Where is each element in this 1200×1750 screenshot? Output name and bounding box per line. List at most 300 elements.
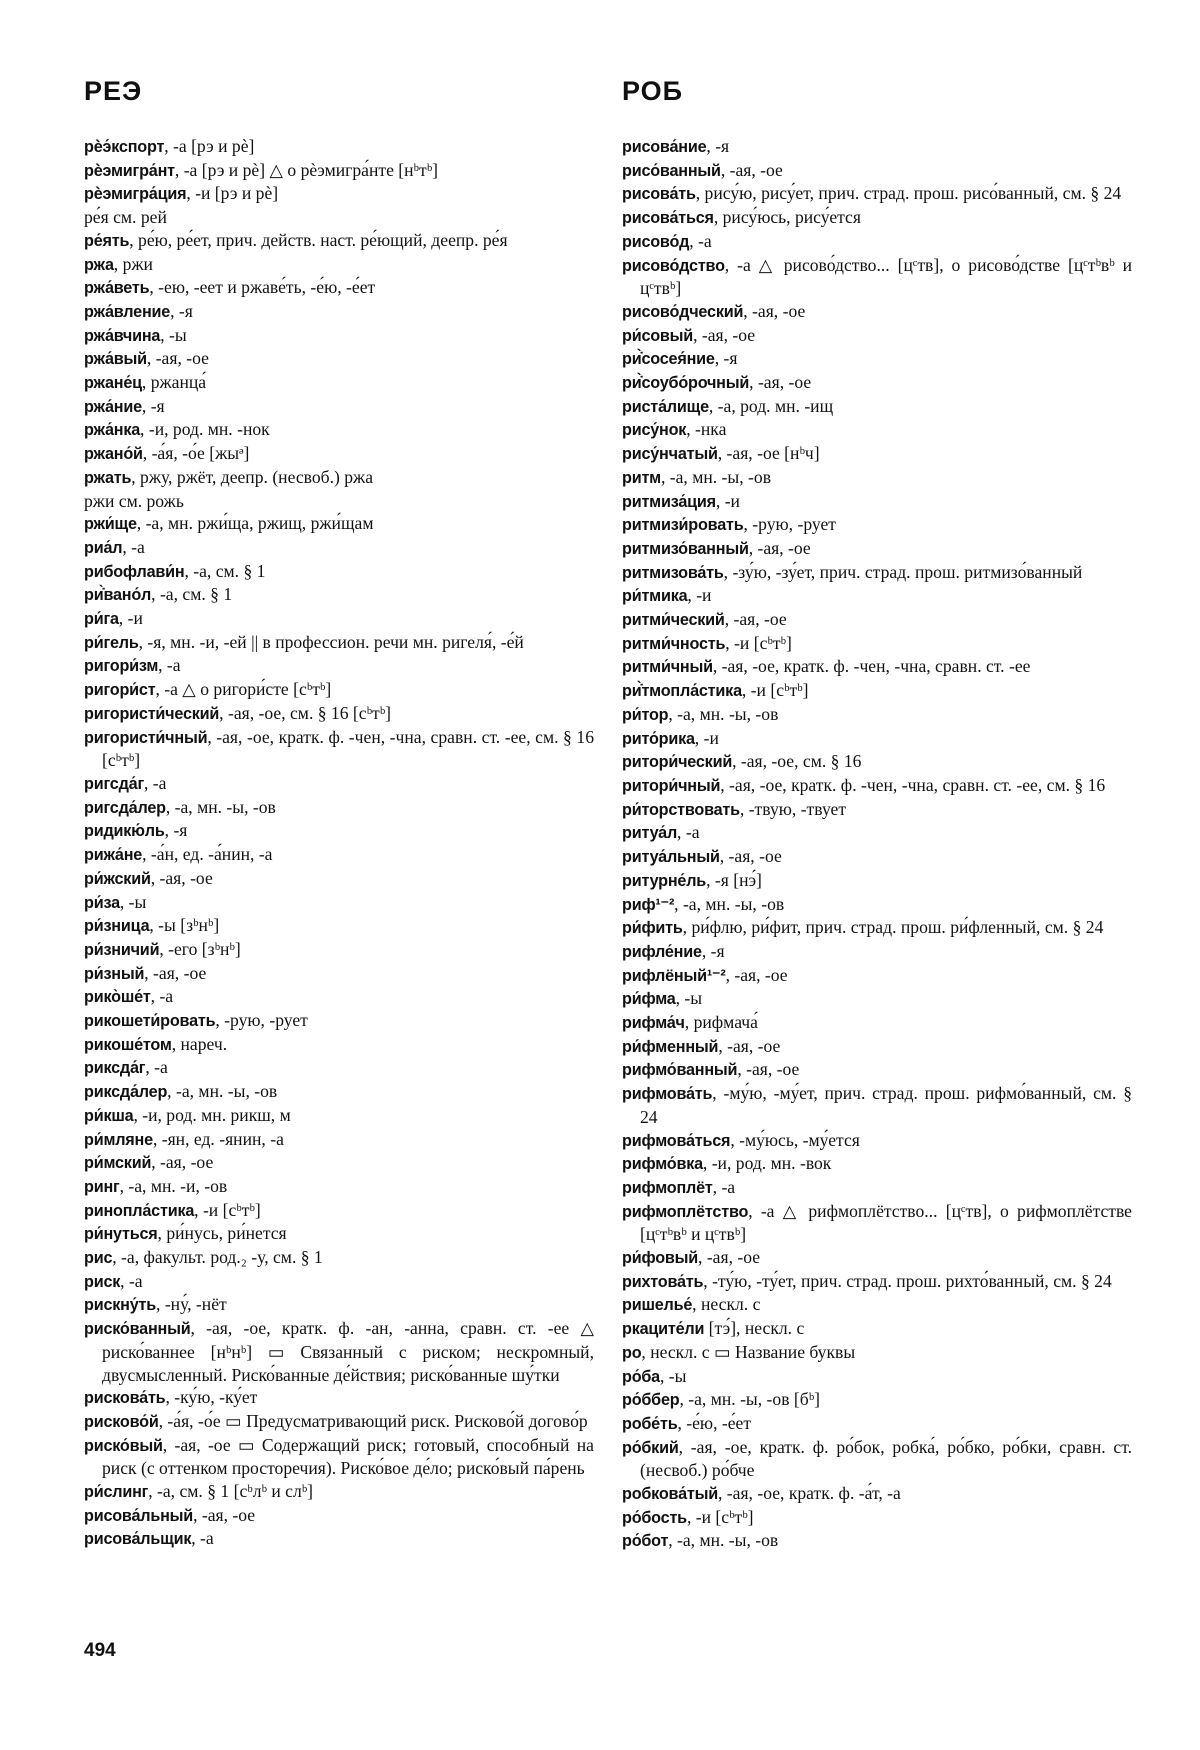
entry-body: , -ая, -ое	[193, 1504, 256, 1525]
dictionary-entry	[84, 1080, 594, 1104]
entry-body: , -ая, -ое	[718, 1035, 781, 1056]
headword: ригористи́чный	[84, 728, 208, 747]
dictionary-entry	[622, 371, 1132, 395]
headword: рифле́ние	[622, 942, 702, 961]
entry-body: , нескл. с	[692, 1294, 761, 1315]
entry-body: , -а, мн. ржи́ща, ржищ, ржи́щам	[136, 513, 374, 534]
headword: ритурне́ль	[622, 871, 707, 890]
headword: ригори́ст	[84, 681, 156, 700]
headword: рискова́ть	[84, 1389, 166, 1408]
entry-body: , -ая, -ое, кратк. ф. -чен, -чна, сравн. ст. -ее	[712, 656, 1031, 677]
entry-body: , -ая, -ое	[725, 964, 788, 985]
headword: ржа́вление	[84, 302, 171, 321]
headword: ри́торствовать	[622, 800, 740, 819]
entry-body: , ржанца́	[141, 372, 207, 393]
headword: рисова́ть	[622, 185, 696, 204]
dictionary-entry	[84, 1504, 594, 1528]
dictionary-entry	[84, 371, 594, 395]
dictionary-entry	[84, 819, 594, 843]
dictionary-entry	[622, 395, 1132, 419]
entry-body: , -и [рэ и рѐ]	[186, 183, 279, 204]
headword: ритми́чность	[622, 634, 726, 653]
headword: риск	[84, 1272, 121, 1291]
dictionary-entry	[622, 442, 1132, 466]
entry-body: , -а, мн. -ы, -ов	[165, 796, 276, 817]
entry-body: , -и	[687, 585, 712, 606]
dictionary-entry	[84, 1434, 594, 1480]
entry-body: , -ы	[160, 324, 187, 345]
entry-body: , -а	[122, 536, 145, 557]
dictionary-entry	[622, 1412, 1132, 1436]
entry-body: , ржи	[113, 253, 153, 274]
headword: рисова́льщик	[84, 1530, 192, 1549]
headword: ржа́веть	[84, 279, 150, 298]
headword: риста́лище	[622, 397, 709, 416]
headword: ро́ббер	[622, 1391, 680, 1410]
dictionary-entry	[622, 1152, 1132, 1176]
entry-body: , -му́юсь, -му́ется	[730, 1129, 860, 1150]
dictionary-entry	[622, 324, 1132, 348]
entry-body: , -ян, ед. -янин, -а	[152, 1128, 284, 1149]
dictionary-entry	[622, 821, 1132, 845]
headword: ригори́зм	[84, 657, 159, 676]
entry-body: , -ая, -ое	[720, 159, 783, 180]
entry-body: , -а, мн. -ы, -ов	[660, 466, 771, 487]
headword: ржа́вчина	[84, 326, 161, 345]
entry-body: , -а́я, -о́е [жыᵊ]	[142, 443, 250, 464]
entry-body: , -ая, -ое, кратк. ф. ро́бок, робка́, ро́бко, ро́бки, сравн. ст. (несвоб.) ро́бче	[640, 1436, 1132, 1481]
entry-body: , -ая, -ое	[749, 372, 812, 393]
dictionary-entry	[622, 490, 1132, 514]
dictionary-entry	[622, 230, 1132, 254]
headword: рѐэмигра́нт	[84, 161, 175, 180]
headword: ритмизова́ть	[622, 563, 724, 582]
headword: ритмизо́ванный	[622, 539, 749, 558]
headword: ржа́ние	[84, 397, 142, 416]
headword: рико̀ше́т	[84, 988, 151, 1007]
headword: ришелье́	[622, 1296, 693, 1315]
dictionary-entry	[622, 632, 1132, 656]
entry-body: , -и	[694, 727, 719, 748]
entry-body: , -ы	[119, 891, 147, 912]
entry-body: , -а, мн. -ы, -ов	[674, 893, 785, 914]
entry-body: , -рую, -рует	[743, 514, 836, 535]
headword: ри́га	[84, 610, 119, 629]
dictionary-entry	[84, 1317, 594, 1386]
dictionary-column-right	[622, 135, 1132, 1553]
entry-body: , -я	[706, 136, 730, 156]
headword: риско́ванный	[84, 1320, 191, 1339]
dictionary-entry	[622, 159, 1132, 183]
headword: ри́зничий	[84, 940, 160, 959]
entry-body: , -его [зᵇнᵇ]	[159, 938, 241, 959]
entry-body: , -а	[677, 822, 700, 843]
headword: ри́фить	[622, 919, 683, 938]
dictionary-entry	[622, 182, 1132, 206]
headword: риф¹⁻²	[622, 895, 675, 914]
headword: ржане́ц	[84, 374, 142, 393]
headword: ро́бкий	[622, 1438, 679, 1457]
headword: рифлёный¹⁻²	[622, 966, 726, 985]
dictionary-entry	[84, 229, 594, 253]
dictionary-entry	[622, 608, 1132, 632]
running-head-right: РОБ	[622, 76, 684, 106]
entry-body: , -ку́ю, -ку́ет	[165, 1387, 258, 1408]
dictionary-entry	[84, 1128, 594, 1152]
headword: рисово́дческий	[622, 302, 744, 321]
entry-body: , -а́я, -о́е ▭ Предусматривающий риск. Рисково́й догово́р	[158, 1410, 588, 1431]
entry-body: , -а △ о ригори́сте [сᵇтᵇ]	[155, 679, 332, 700]
entry-body: , -ая, -ое ▭ Содержащий риск; готовый, способный на риск (с оттенком просторечия). Риско́вое де́ло; риско́вый па́рень	[102, 1434, 594, 1479]
entry-body: , -ая, -ое	[151, 1152, 214, 1173]
dictionary-entry	[84, 654, 594, 678]
headword: ринг	[84, 1177, 120, 1196]
entry-body: , -и, род. мн. -нок	[140, 419, 270, 440]
dictionary-entry	[84, 1527, 594, 1551]
running-head-left: РЕЭ	[84, 76, 143, 106]
headword: ри̇̀соубо́рочный	[622, 374, 750, 393]
dictionary-entry	[84, 276, 594, 300]
headword: ржа́вый	[84, 350, 147, 369]
dictionary-entry	[622, 347, 1132, 371]
page-number: 494	[84, 1640, 116, 1661]
entry-body: , -а	[158, 655, 181, 676]
entry-body: , -а, мн. -и, -ов	[119, 1175, 228, 1196]
headword: ри́тмика	[622, 587, 688, 606]
headword: ридикю́ль	[84, 822, 165, 841]
headword: ригсда́г	[84, 774, 144, 793]
entry-body: , -а △ рисово́дство... [цᶜтв], о рисово́дстве [цᶜтᵇвᵇ и цᶜтвᵇ]	[640, 254, 1132, 299]
entry-body: , -я	[701, 940, 725, 961]
headword: ринопла́стика	[84, 1201, 195, 1220]
entry-body: , -а	[712, 1176, 736, 1197]
dictionary-entry	[84, 300, 594, 324]
headword: рифмо́ванный	[622, 1061, 738, 1080]
dictionary-entry	[622, 1129, 1132, 1153]
entry-body: , -ая, -ое	[724, 609, 787, 630]
entry-body: , -твую, -твует	[739, 798, 847, 819]
dictionary-entry	[622, 1388, 1132, 1412]
dictionary-entry	[84, 962, 594, 986]
entry-body: , -а	[145, 1057, 168, 1078]
headword: робкова́тый	[622, 1485, 718, 1504]
entry-body: , -я [нэ́]	[706, 869, 762, 890]
dictionary-entry	[84, 490, 594, 513]
headword: ри́за	[84, 893, 120, 912]
dictionary-entry	[84, 1480, 594, 1504]
dictionary-entry	[622, 1436, 1132, 1482]
dictionary-entry	[84, 324, 594, 348]
dictionary-entry	[84, 1009, 594, 1033]
headword: рифмоплётство	[622, 1202, 749, 1221]
headword: ри́совый	[622, 326, 694, 345]
headword: ре́ять	[84, 231, 130, 250]
headword: ритм	[622, 468, 661, 487]
entry-body: , -ая, -ое [нᵇч]	[717, 443, 820, 464]
dictionary-entry	[622, 964, 1132, 988]
dictionary-entry	[622, 845, 1132, 869]
headword: ро	[622, 1343, 642, 1362]
dictionary-entry	[84, 843, 594, 867]
headword: рѐэ́кспорт	[84, 138, 165, 156]
headword: рис	[84, 1249, 113, 1268]
headword: ригсда́лер	[84, 798, 166, 817]
headword: ри́фма	[622, 990, 676, 1009]
entry-body: ржи см. рожь	[84, 490, 184, 511]
headword: ри́зный	[84, 964, 145, 983]
entry-body: , -а, факульт. род.₂ -у, см. § 1	[112, 1247, 323, 1268]
entry-body: , -му́ю, -му́ет, прич. страд. прош. рифмо́ванный, см. § 24	[640, 1083, 1132, 1127]
entry-body: , -а	[689, 230, 712, 251]
dictionary-entry	[622, 1246, 1132, 1270]
dictionary-column-left	[84, 135, 594, 1551]
headword: рѐэмигра́ция	[84, 185, 187, 204]
dictionary-entry	[622, 206, 1132, 230]
entry-body: , -а	[191, 1528, 214, 1549]
dictionary-entry	[622, 418, 1132, 442]
headword: ри́мский	[84, 1154, 152, 1173]
headword: ри́жский	[84, 869, 151, 888]
dictionary-entry	[84, 1199, 594, 1223]
entry-body: , -зу́ю, -зу́ет, прич. страд. прош. ритмизо́ванный	[723, 561, 1083, 582]
entry-body: , -а, см. § 1	[151, 584, 233, 605]
entry-body: , -и	[118, 608, 143, 629]
dictionary-entry	[84, 631, 594, 655]
entry-body: , нескл. с ▭ Название буквы	[641, 1341, 856, 1362]
entry-body: , -а [рэ и рѐ]	[164, 136, 255, 156]
entry-body: , -ы	[659, 1365, 687, 1386]
entry-body: , -а, см. § 1 [сᵇлᵇ и слᵇ]	[148, 1481, 314, 1502]
entry-body: , -а	[120, 1270, 143, 1291]
dictionary-entry	[622, 1011, 1132, 1035]
entry-body: , ри́флю, ри́фит, прич. страд. прош. ри́фленный, см. § 24	[682, 917, 1104, 938]
entry-body: , -рую, -рует	[215, 1010, 308, 1031]
dictionary-entry	[84, 1222, 594, 1246]
headword: ржа	[84, 255, 114, 274]
dictionary-entry	[84, 772, 594, 796]
dictionary-entry	[84, 159, 594, 183]
entry-body: , -я	[164, 820, 188, 841]
entry-body: , -ая, -ое, кратк. ф. -ан, -анна, сравн. ст. -ее △ риско́ваннее [нᵇнᵇ] ▭ Связанный с риском; нескромный, двусмысленный. Риско́ванные де́йствия; риско́ванные шу́тки	[102, 1318, 594, 1385]
dictionary-entry	[622, 1176, 1132, 1200]
entry-body: , -ая, -ое	[719, 846, 782, 867]
headword: рикошети́ровать	[84, 1012, 216, 1031]
headword: рисо́ванный	[622, 161, 721, 180]
headword: ржано́й	[84, 445, 143, 464]
entry-body: , -ту́ю, -ту́ет, прич. страд. прош. рихто́ванный, см. § 24	[703, 1270, 1112, 1291]
entry-body: , -ая, -ое, см. § 16 [сᵇтᵇ]	[219, 702, 392, 723]
entry-body: , -ею, -еет и ржаве́ть, -е́ю, -е́ет	[149, 277, 376, 298]
entry-body: , -а	[150, 986, 174, 1007]
headword: рисово́дство	[622, 256, 725, 275]
headword: ржа́нка	[84, 421, 141, 440]
dictionary-entry	[622, 1341, 1132, 1365]
entry-body: , -ая, -ое	[693, 324, 756, 345]
dictionary-entry	[622, 869, 1132, 893]
entry-body: , -и [сᵇтᵇ]	[741, 680, 809, 701]
headword: ри́мляне	[84, 1130, 153, 1149]
entry-body: , -а	[144, 772, 167, 793]
dictionary-entry	[622, 940, 1132, 964]
headword: риско́вый	[84, 1436, 163, 1455]
entry-body: , -ы [зᵇнᵇ]	[149, 915, 220, 936]
headword: робе́ть	[622, 1414, 678, 1433]
headword: рихтова́ть	[622, 1272, 704, 1291]
headword: ркаците́ли	[622, 1320, 705, 1339]
entry-body: , нареч.	[171, 1033, 228, 1054]
headword: ритми́ческий	[622, 611, 725, 630]
dictionary-entry	[84, 867, 594, 891]
entry-body: , -ая, -ое	[150, 867, 213, 888]
headword: ри́нуться	[84, 1225, 158, 1244]
dictionary-entry	[84, 347, 594, 371]
entry-body: , -а́н, ед. -а́нин, -а	[142, 844, 273, 865]
dictionary-entry	[622, 561, 1132, 585]
headword: ржать	[84, 468, 132, 487]
dictionary-entry	[622, 655, 1132, 679]
headword: рифма́ч	[622, 1014, 685, 1033]
headword: ри́фменный	[622, 1037, 719, 1056]
entry-body: , -ая, -ое	[146, 348, 209, 369]
entry-body: , -ая, -ое	[698, 1247, 761, 1268]
headword: ри́тор	[622, 705, 669, 724]
entry-body: , ре́ю, ре́ет, прич. действ. наст. ре́ющий, деепр. ре́я	[129, 229, 508, 250]
dictionary-entry	[622, 1317, 1132, 1341]
dictionary-entry	[84, 1293, 594, 1317]
headword: рисково́й	[84, 1412, 159, 1431]
dictionary-entry	[622, 1506, 1132, 1530]
headword: рижа́не	[84, 846, 143, 865]
dictionary-entry	[84, 1151, 594, 1175]
dictionary-entry	[84, 1246, 594, 1270]
dictionary-entry	[84, 135, 594, 159]
dictionary-entry	[84, 1386, 594, 1410]
entry-body: , -и, род. мн. -вок	[702, 1153, 832, 1174]
headword: ритори́ческий	[622, 753, 733, 772]
headword: рисова́ться	[622, 209, 714, 228]
dictionary-entry	[622, 703, 1132, 727]
entry-body: [тэ́], нескл. с	[704, 1318, 805, 1339]
dictionary-entry	[84, 1033, 594, 1057]
dictionary-entry	[84, 1104, 594, 1128]
entry-body: ре́я см. рей	[84, 207, 167, 228]
dictionary-entry	[84, 678, 594, 702]
headword: рифмова́ться	[622, 1131, 731, 1150]
dictionary-entry	[84, 1410, 594, 1434]
dictionary-entry	[622, 1082, 1132, 1128]
dictionary-entry	[622, 987, 1132, 1011]
entry-body: , -ая, -ое	[144, 962, 207, 983]
entry-body: , -а, род. мн. -ищ	[708, 395, 834, 416]
dictionary-entry	[84, 607, 594, 631]
entry-body: , -ая, -ое, кратк. ф. -а́т, -а	[718, 1483, 901, 1504]
headword: рито́рика	[622, 729, 695, 748]
dictionary-entry	[622, 916, 1132, 940]
dictionary-entry	[84, 418, 594, 442]
entry-body: , -ы	[675, 988, 703, 1009]
entry-body: , -ая, -ое	[748, 537, 811, 558]
dictionary-entry	[622, 1200, 1132, 1246]
entry-body: , -ая, -ое, см. § 16	[732, 751, 862, 772]
dictionary-entry	[84, 891, 594, 915]
headword: ри̇̀вано́л	[84, 586, 152, 605]
entry-body: , ри́нусь, ри́нется	[157, 1223, 287, 1244]
dictionary-entry	[622, 750, 1132, 774]
headword: ро́ба	[622, 1367, 660, 1386]
headword: рифмо́вка	[622, 1155, 703, 1174]
entry-body: , рифмача́	[684, 1012, 758, 1033]
dictionary-entry	[84, 938, 594, 962]
entry-body: , -и [сᵇтᵇ]	[686, 1506, 754, 1527]
headword: рисова́льный	[84, 1506, 194, 1525]
entry-body: , -и [сᵇтᵇ]	[725, 632, 792, 653]
entry-body: , -и, род. мн. рикш, м	[133, 1104, 291, 1125]
entry-body: , рису́юсь, рису́ется	[713, 207, 861, 228]
dictionary-entry	[84, 796, 594, 820]
entry-body: , -нка	[686, 419, 727, 440]
headword: рифмоплёт	[622, 1178, 713, 1197]
headword: ри́слинг	[84, 1483, 149, 1502]
dictionary-entry	[84, 512, 594, 536]
entry-body: , -а, мн. -ы, -ов	[167, 1081, 278, 1102]
dictionary-entry	[84, 914, 594, 938]
headword: ритмизи́ровать	[622, 516, 744, 535]
headword: ритми́чный	[622, 658, 713, 677]
headword: рикоше́том	[84, 1035, 172, 1054]
dictionary-entry	[84, 1175, 594, 1199]
entry-body: , ржу, ржёт, деепр. (несвоб.) ржа	[131, 466, 374, 487]
dictionary-entry	[622, 774, 1132, 798]
entry-body: , -я	[170, 300, 193, 321]
dictionary-entry	[622, 584, 1132, 608]
headword: рису́нок	[622, 421, 687, 440]
dictionary-entry	[84, 702, 594, 726]
entry-body: , рису́ю, рису́ет, прич. страд. прош. рисо́ванный, см. § 24	[695, 183, 1122, 204]
dictionary-entry	[84, 253, 594, 277]
entry-body: , -ну́, -нёт	[156, 1294, 227, 1315]
dictionary-entry	[622, 1035, 1132, 1059]
dictionary-entry	[84, 536, 594, 560]
dictionary-entry	[84, 560, 594, 584]
headword: ри̇̀тмопла́стика	[622, 682, 742, 701]
headword: ри́зница	[84, 917, 150, 936]
entry-body: , -ая, -ое	[743, 300, 806, 321]
headword: рискну́ть	[84, 1296, 157, 1315]
headword: ригористи́ческий	[84, 704, 220, 723]
headword: ритуа́льный	[622, 848, 720, 867]
dictionary-entry	[84, 583, 594, 607]
headword: ри́фовый	[622, 1249, 699, 1268]
dictionary-entry	[622, 679, 1132, 703]
entry-body: , -и	[715, 490, 740, 511]
dictionary-entry	[84, 726, 594, 772]
dictionary-entry	[84, 442, 594, 466]
headword: ро́бость	[622, 1508, 687, 1527]
entry-body: , -а, мн. -ы, -ов [бᵇ]	[679, 1389, 821, 1410]
entry-body: , -а, мн. -ы, -ов	[668, 1530, 779, 1551]
dictionary-entry	[622, 135, 1132, 159]
headword: рибофлави́н	[84, 562, 185, 581]
entry-body: , -а △ рифмоплётство... [цᶜтв], о рифмоплётстве [цᶜтᵇвᵇ и цᶜтвᵇ]	[640, 1200, 1132, 1245]
headword: рисово́д	[622, 232, 690, 251]
entry-body: , -а, мн. -ы, -ов	[668, 703, 779, 724]
dictionary-entry	[622, 1058, 1132, 1082]
headword: ритори́чный	[622, 776, 721, 795]
headword: ритмиза́ция	[622, 492, 716, 511]
dictionary-entry	[84, 1270, 594, 1294]
entry-body: , -ая, -ое, кратк. ф. -чен, -чна, сравн. ст. -ее, см. § 16 [сᵇтᵇ]	[102, 726, 594, 771]
dictionary-entry	[622, 1365, 1132, 1389]
